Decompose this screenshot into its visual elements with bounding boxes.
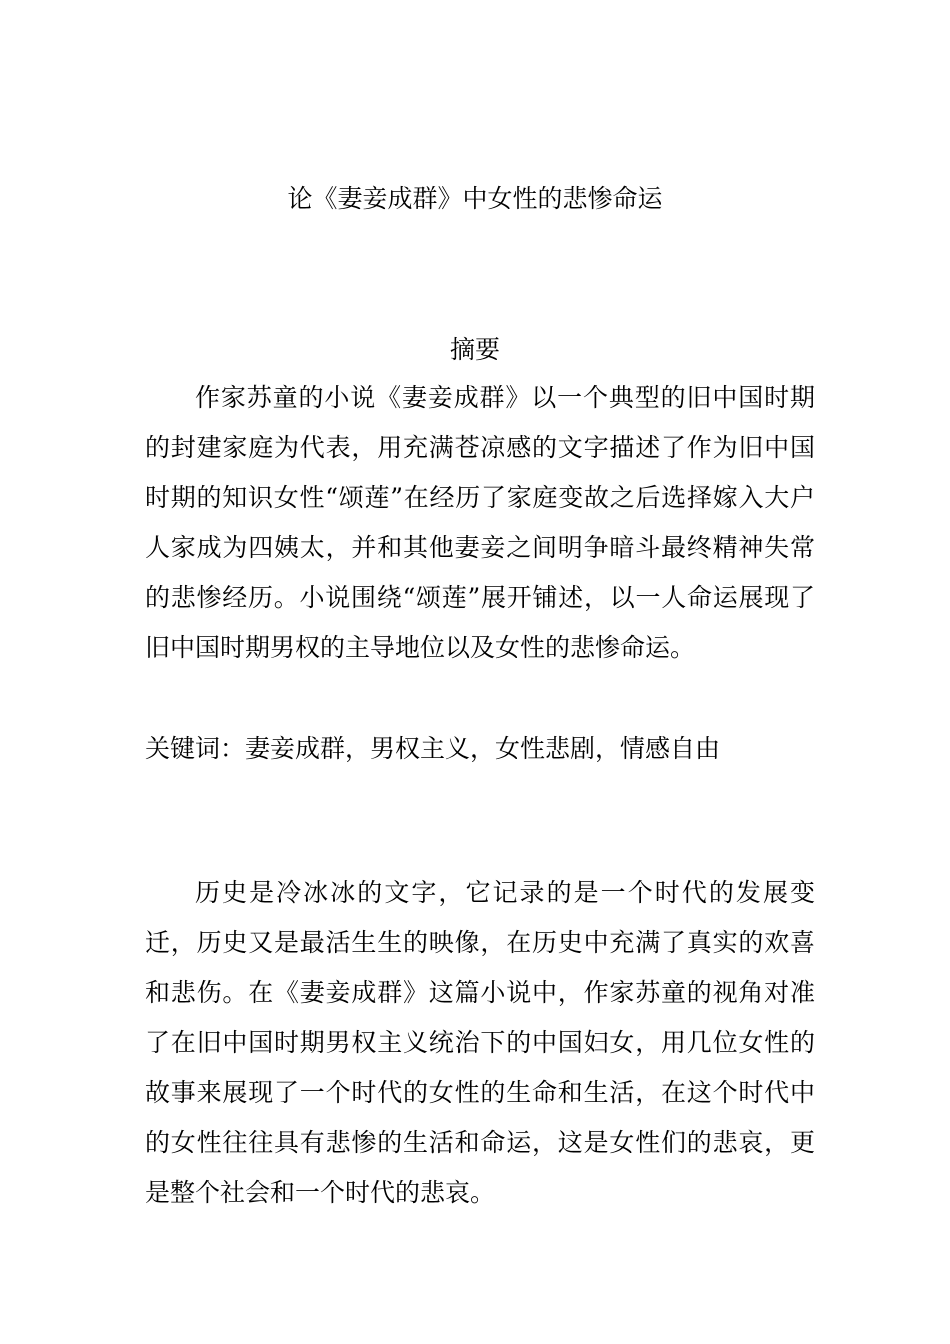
- keywords-value: 妻妾成群，男权主义，女性悲剧，情感自由: [245, 734, 721, 763]
- abstract-heading: 摘要: [449, 335, 500, 364]
- body-paragraph: 历史是冷冰冰的文字，它记录的是一个时代的发展变迁，历史又是最活生生的映像，在历史中充满了真实的欢喜和悲伤。在《妻妾成群》这篇小说中，作家苏童的视角对准了在旧中国时期男权主义统治下的中国妇女，用几位女性的故事来展现了一个时代的女性的生命和生活，在这个时代中的女性往往具有悲惨的生活和命运，这是女性们的悲哀，更是整个社会和一个时代的悲哀。: [145, 878, 815, 1207]
- document-title: 论《妻妾成群》中女性的悲惨命运: [287, 184, 663, 213]
- abstract-paragraph: 作家苏童的小说《妻妾成群》以一个典型的旧中国时期的封建家庭为代表，用充满苍凉感的文字描述了作为旧中国时期的知识女性“颂莲”在经历了家庭变故之后选择嫁入大户人家成为四姨太，并和其他妻妾之间明争暗斗最终精神失常的悲惨经历。小说围绕“颂莲”展开铺述，以一人命运展现了旧中国时期男权的主导地位以及女性的悲惨命运。: [145, 383, 815, 662]
- keywords-line: [145, 729, 815, 770]
- keywords-label: 关键词：: [145, 734, 246, 763]
